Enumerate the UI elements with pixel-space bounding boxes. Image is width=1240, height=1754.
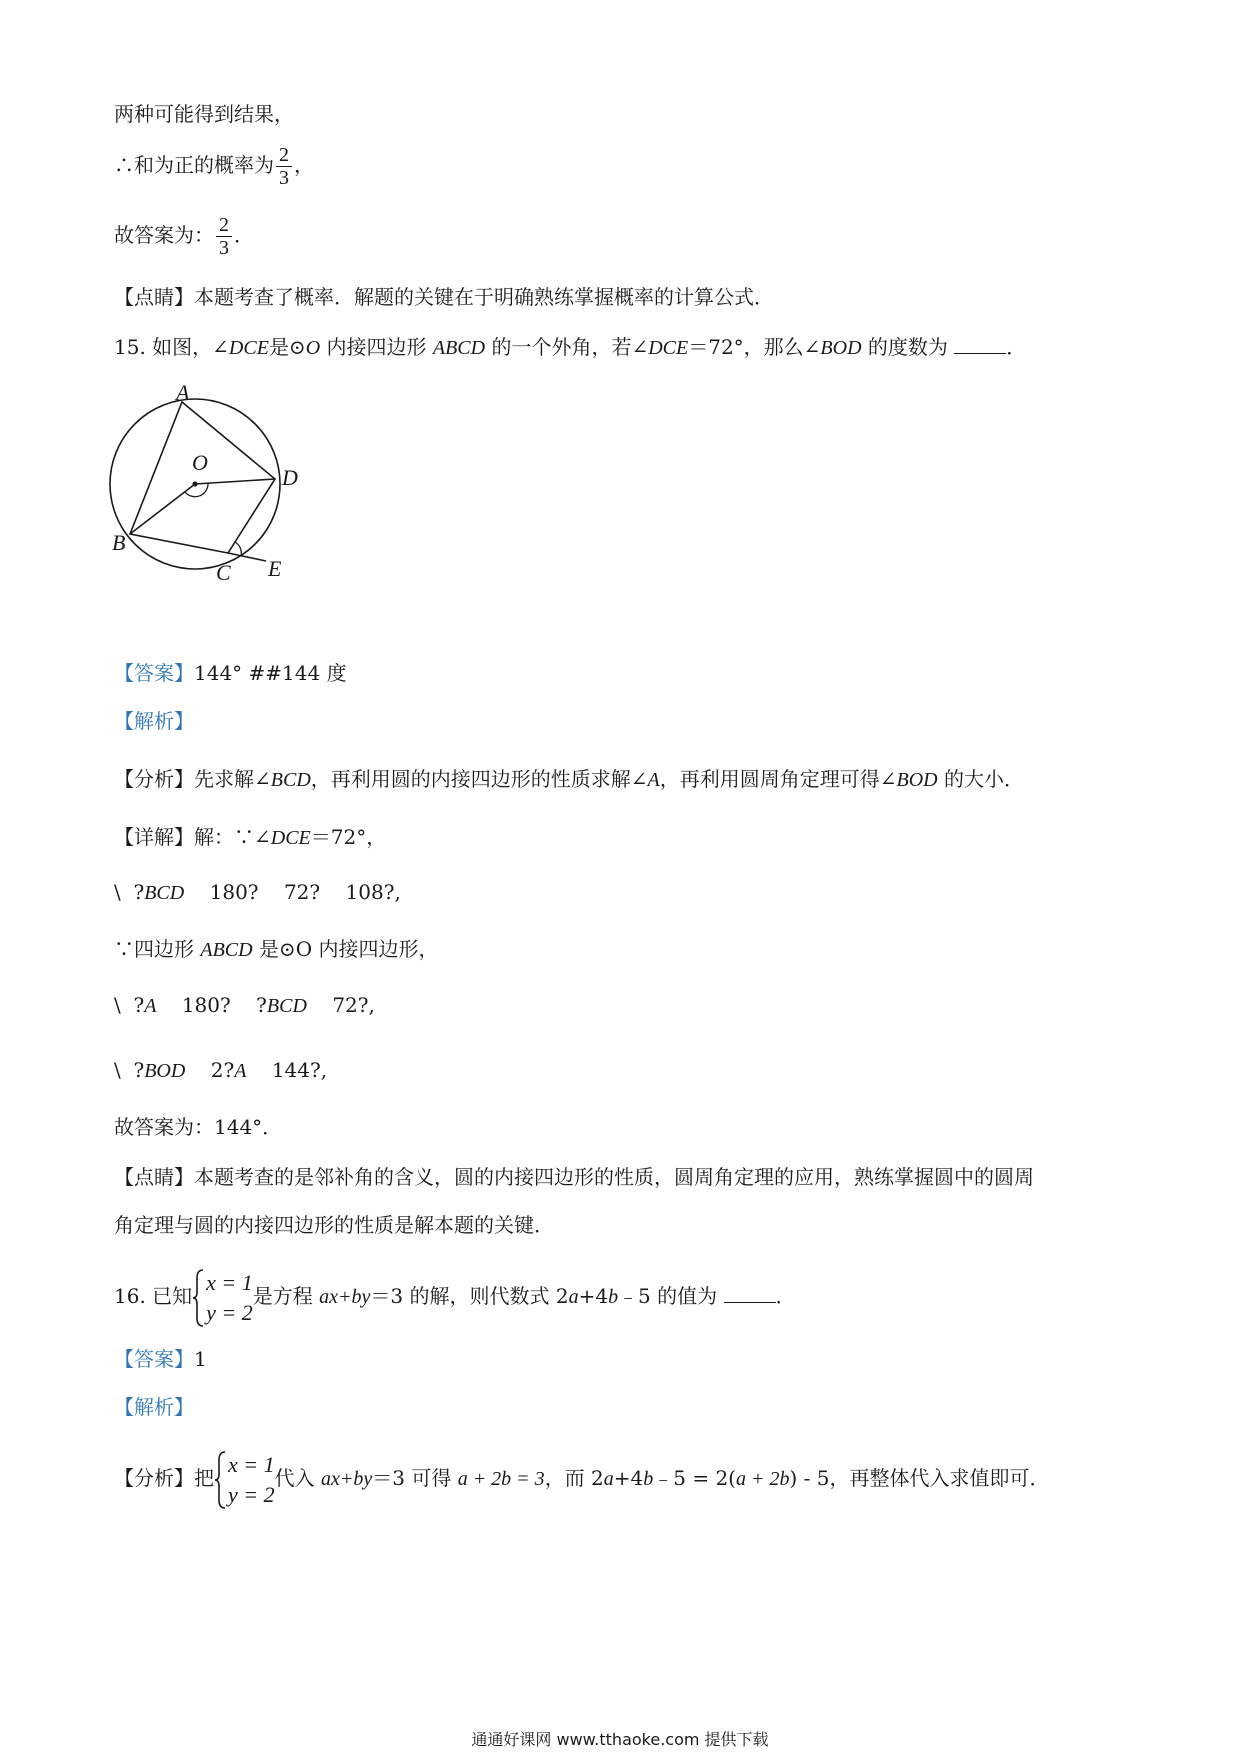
circle-figure [100, 380, 320, 600]
text: +4 [613, 1466, 644, 1490]
jiexi-tag: 【解析】 [114, 709, 194, 733]
math: BCD [144, 882, 185, 904]
q15-stem [114, 333, 1026, 362]
math: BOD [144, 1060, 186, 1082]
label-o: O [192, 450, 208, 475]
system-row-2: y = 2 [228, 1481, 275, 1507]
left-brace-icon [192, 1268, 204, 1328]
left-brace-icon [214, 1450, 226, 1510]
q16-answer [114, 1345, 207, 1373]
text: 16. 已知 [114, 1284, 193, 1308]
fraction-denominator: 3 [279, 167, 289, 189]
answer-text: 144° ##144 度 [194, 661, 347, 685]
label-b: B [112, 530, 126, 555]
system-row-2: y = 2 [206, 1299, 253, 1325]
q16-stem [114, 1264, 796, 1329]
fraction [216, 214, 232, 259]
text: 先求解 [194, 767, 254, 791]
dianjing-tag: 【点睛】 [114, 285, 194, 309]
text: 把 [194, 1466, 214, 1490]
math: ABCD [200, 939, 253, 961]
equation-system [214, 1450, 275, 1510]
math: A [144, 995, 157, 1017]
math: ∠BCD [254, 769, 311, 791]
text: 是⊙ [268, 335, 306, 359]
q15-xiangjie-4 [114, 991, 375, 1020]
q15-xiangjie-5 [114, 1056, 327, 1085]
fraction-numerator: 2 [216, 214, 232, 237]
text: 内接四边形 [320, 335, 433, 359]
q15-xiangjie-1 [114, 823, 386, 852]
label-c: C [216, 560, 231, 585]
text: 故答案为：144°． [114, 1115, 283, 1139]
q15-xiangjie-3 [114, 935, 438, 964]
text: ，再利用圆的内接四边形的性质求解 [310, 767, 631, 791]
center-dot [192, 481, 197, 486]
text: 15. 如图， [114, 335, 213, 359]
text: \ ? [114, 880, 145, 904]
text: ﹣5 的值为 [618, 1284, 724, 1308]
text: ． [775, 1284, 796, 1308]
jiexi-tag: 【解析】 [114, 1395, 194, 1419]
text: ∴和为正的概率为 [114, 153, 274, 177]
text: 180? 72? 108?, [184, 880, 401, 904]
text: 角定理与圆的内接四边形的性质是解本题的关键． [114, 1213, 554, 1237]
fraction [276, 144, 292, 189]
math: ∠DCE [254, 827, 311, 849]
q16-fenxi [114, 1446, 1050, 1511]
fraction-numerator: 2 [276, 144, 292, 167]
quadrilateral-abcd [130, 402, 275, 553]
text: +4 [578, 1284, 609, 1308]
math: ∠BOD [879, 769, 938, 791]
text: 的一个外角，若 [485, 335, 632, 359]
q15-fenxi [114, 765, 1024, 794]
fenxi-tag: 【分析】 [114, 767, 194, 791]
text: 故答案为： [114, 223, 214, 247]
equation-system [192, 1268, 253, 1328]
label-a: A [176, 380, 190, 405]
label-d: D [282, 465, 298, 490]
math: a [568, 1286, 579, 1308]
text: 的度数为 [861, 335, 955, 359]
math: ∠BOD [803, 337, 862, 359]
text: 本题考查的是邻补角的含义，圆的内接四边形的性质，圆周角定理的应用，熟练掌握圆中的圆周 [194, 1165, 1034, 1189]
text: ＝72°， [310, 825, 387, 849]
math: ∠DCE [212, 337, 269, 359]
text: 是⊙O 内接四边形， [252, 937, 439, 961]
page-footer: 通通好课网 www.tthaoke.com 提供下载 [471, 1730, 769, 1749]
answer-text: 1 [194, 1347, 207, 1371]
text: ，而 2 [544, 1466, 604, 1490]
text: 两种可能得到结果， [114, 102, 294, 126]
text: 解：∵ [194, 825, 254, 849]
text: 的大小． [937, 767, 1024, 791]
q15-dianjing-1 [114, 1163, 1034, 1191]
text: ) - 5，再整体代入求值即可． [789, 1466, 1050, 1490]
answer-tag: 【答案】 [114, 1347, 194, 1371]
text: 2? [185, 1058, 235, 1082]
math: A [234, 1060, 247, 1082]
math: BCD [266, 995, 307, 1017]
text: \ ? [114, 1058, 145, 1082]
q15-dianjing-2 [114, 1211, 554, 1239]
answer-tag: 【答案】 [114, 661, 194, 685]
math: ABCD [432, 337, 486, 359]
q15-jiexi [114, 707, 194, 735]
text: ∵四边形 [114, 937, 201, 961]
text: ＝72°，那么 [688, 335, 804, 359]
text: ． [234, 223, 254, 247]
text: ， [294, 153, 314, 177]
fraction-denominator: 3 [219, 237, 229, 259]
label-e: E [268, 556, 282, 581]
text: 180? ? [156, 993, 267, 1017]
math: a + 2b = 3 [457, 1468, 545, 1490]
answer-blank [724, 1284, 776, 1303]
math: b [608, 1286, 619, 1308]
text: ． [1006, 335, 1027, 359]
math: ∠A [630, 769, 660, 791]
math: ∠DCE [631, 337, 689, 359]
p14-line1 [114, 100, 294, 128]
text: 是方程 [252, 1284, 320, 1308]
dianjing-tag: 【点睛】 [114, 1165, 194, 1189]
text: ＝3 可得 [372, 1466, 458, 1490]
text: ﹣5 = 2( [653, 1466, 736, 1490]
system-row-1: x = 1 [228, 1451, 275, 1477]
q15-answer [114, 659, 347, 687]
text: 72?, [306, 993, 375, 1017]
text: \ ? [114, 993, 145, 1017]
answer-blank [954, 335, 1006, 354]
text: 代入 [274, 1466, 321, 1490]
text: 144?, [246, 1058, 328, 1082]
q16-jiexi [114, 1393, 194, 1421]
p14-line2 [114, 140, 314, 190]
q15-xiangjie-6 [114, 1113, 282, 1141]
math: b [643, 1468, 654, 1490]
p14-line3 [114, 210, 254, 260]
text: ＝3 的解，则代数式 2 [370, 1284, 569, 1308]
p14-dianjing [114, 283, 774, 311]
text: 本题考查了概率．解题的关键在于明确熟练掌握概率的计算公式． [194, 285, 774, 309]
text: ，再利用圆周角定理可得 [659, 767, 880, 791]
math: ax+by [319, 1286, 371, 1308]
math: O [305, 337, 321, 359]
q15-xiangjie-2 [114, 878, 401, 907]
xiangjie-tag: 【详解】 [114, 825, 194, 849]
math: a [603, 1468, 614, 1490]
segment-od [195, 479, 275, 484]
system-row-1: x = 1 [206, 1269, 253, 1295]
fenxi-tag: 【分析】 [114, 1466, 194, 1490]
math: a + 2b [736, 1468, 790, 1490]
math: ax+by [320, 1468, 373, 1490]
